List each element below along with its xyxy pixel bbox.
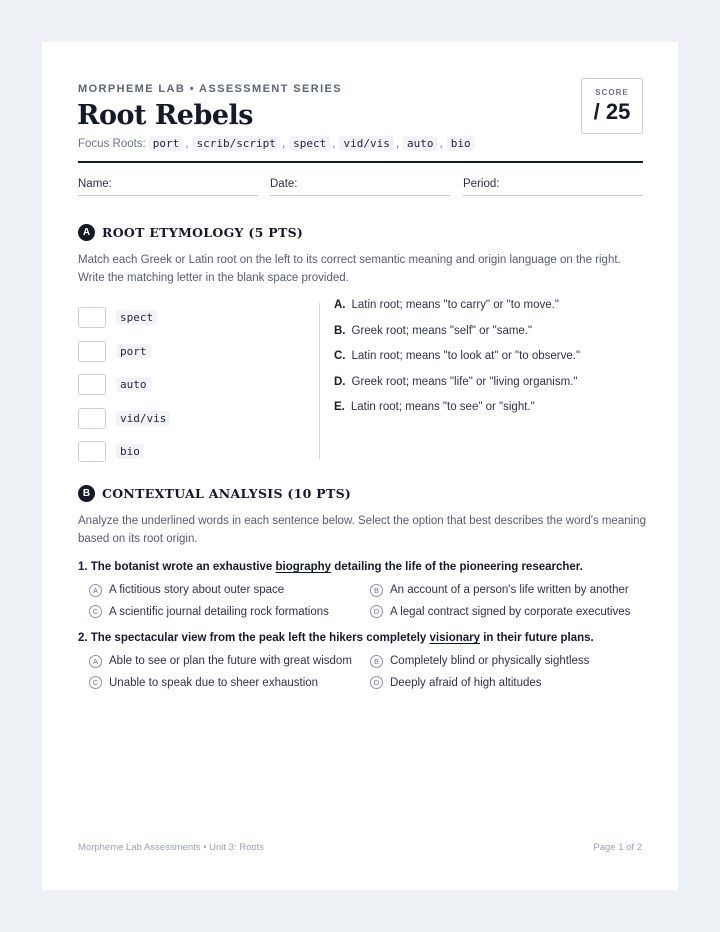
section-b-header (78, 485, 351, 502)
root-chip: bio (116, 444, 144, 459)
question-1 (78, 561, 648, 620)
answer-blank[interactable] (78, 341, 106, 362)
definition-letter: B. (334, 324, 346, 337)
definition-item (334, 401, 580, 427)
focus-root-chip: spect (289, 136, 330, 151)
definition-text: Latin root; means "to see" or "sight." (350, 401, 535, 413)
question-text: 1. The botanist wrote an exhaustive biography detailing the life of the pioneering researcher. (78, 561, 583, 573)
root-chip: auto (116, 377, 151, 392)
focus-root-chip: bio (447, 136, 475, 151)
name-field[interactable]: Name: (78, 178, 258, 196)
underlined-word: biography (275, 561, 332, 573)
series-label: MORPHEME LAB • ASSESSMENT SERIES (78, 83, 342, 95)
option-a[interactable] (89, 582, 370, 599)
focus-roots: Focus Roots: port , scrib/script , spect , vid/vis , auto , bio (78, 136, 475, 151)
root-row (78, 402, 170, 436)
focus-root-chip: port (149, 136, 184, 151)
section-b-badge: B (78, 485, 95, 502)
root-chip: port (116, 344, 151, 359)
score-value: / 25 (593, 99, 631, 124)
underlined-word: visionary (429, 632, 481, 644)
roots-column (78, 301, 170, 469)
answer-blank[interactable] (78, 441, 106, 462)
definition-item (334, 325, 580, 351)
root-row (78, 368, 170, 402)
focus-root-chip: auto (403, 136, 438, 151)
option-text: Deeply afraid of high altitudes (390, 676, 542, 689)
section-b-title: CONTEXTUAL ANALYSIS (10 PTS) (102, 486, 352, 501)
definition-letter: A. (334, 299, 346, 311)
page-title: Root Rebels (77, 100, 253, 131)
answer-blank[interactable] (78, 408, 106, 429)
option-b[interactable] (370, 582, 651, 599)
option-text: Able to see or plan the future with great wisdom (109, 655, 352, 668)
option-text: A legal contract signed by corporate executives (390, 605, 631, 618)
definition-letter: C. (334, 350, 346, 362)
root-row (78, 301, 170, 335)
section-a-title: ROOT ETYMOLOGY (5 PTS) (102, 225, 304, 240)
score-box (581, 78, 643, 134)
root-row (78, 435, 170, 469)
worksheet-page (42, 42, 678, 890)
root-chip: spect (116, 310, 157, 325)
definition-item (334, 299, 580, 325)
section-a-instructions: Match each Greek or Latin root on the left to its correct semantic meaning and origin language on the right. Write the matching letter in the blank space provided. (78, 254, 621, 284)
option-text: Unable to speak due to sheer exhaustion (109, 676, 319, 689)
option-text: A scientific journal detailing rock formations (109, 605, 329, 618)
section-a-badge: A (78, 224, 95, 241)
option-a[interactable] (89, 653, 370, 670)
definition-item (334, 376, 580, 402)
option-b[interactable] (370, 653, 651, 670)
option-bubble[interactable]: C (89, 605, 102, 618)
footer-left: Morpheme Lab Assessments • Unit 3: Roots (78, 842, 265, 853)
match-divider (319, 303, 320, 459)
answer-options (78, 582, 648, 620)
option-bubble[interactable]: C (89, 676, 102, 689)
page-number: Page 1 of 2 (593, 842, 642, 853)
option-c[interactable] (89, 604, 370, 621)
date-field[interactable]: Date: (270, 178, 450, 196)
option-text: A fictitious story about outer space (109, 584, 285, 597)
definition-letter: D. (334, 375, 346, 388)
answer-options (78, 653, 648, 691)
section-a-header (78, 224, 303, 241)
definition-text: Greek root; means "self" or "same." (351, 324, 533, 337)
option-bubble[interactable]: A (89, 584, 102, 597)
definition-text: Latin root; means "to look at" or "to observe." (351, 350, 581, 362)
focus-root-chip: scrib/script (192, 136, 279, 151)
option-c[interactable] (89, 675, 370, 692)
option-d[interactable] (370, 604, 651, 621)
definition-text: Latin root; means "to carry" or "to move." (351, 299, 559, 311)
focus-root-chip: vid/vis (339, 136, 393, 151)
period-field[interactable]: Period: (463, 178, 643, 196)
option-bubble[interactable]: B (370, 584, 383, 597)
question-2 (78, 632, 648, 691)
answer-blank[interactable] (78, 307, 106, 328)
definition-text: Greek root; means "life" or "living organism." (351, 375, 578, 388)
option-d[interactable] (370, 675, 651, 692)
option-bubble[interactable]: A (89, 655, 102, 668)
question-text: 2. The spectacular view from the peak left the hikers completely visionary in their future plans. (78, 632, 594, 644)
answer-blank[interactable] (78, 374, 106, 395)
option-text: Completely blind or physically sightless (390, 655, 590, 668)
focus-roots-label: Focus Roots: (78, 137, 146, 150)
option-text: An account of a person's life written by another (390, 584, 629, 597)
definitions-column (334, 299, 580, 427)
section-b-instructions: Analyze the underlined words in each sentence below. Select the option that best describes the word's meaning based on its root origin. (78, 515, 646, 545)
score-label: SCORE (595, 88, 629, 97)
option-bubble[interactable]: D (370, 676, 383, 689)
option-bubble[interactable]: D (370, 605, 383, 618)
header-divider (78, 161, 643, 163)
option-bubble[interactable]: B (370, 655, 383, 668)
root-row (78, 335, 170, 369)
definition-letter: E. (334, 401, 345, 413)
root-chip: vid/vis (116, 411, 170, 426)
definition-item (334, 350, 580, 376)
